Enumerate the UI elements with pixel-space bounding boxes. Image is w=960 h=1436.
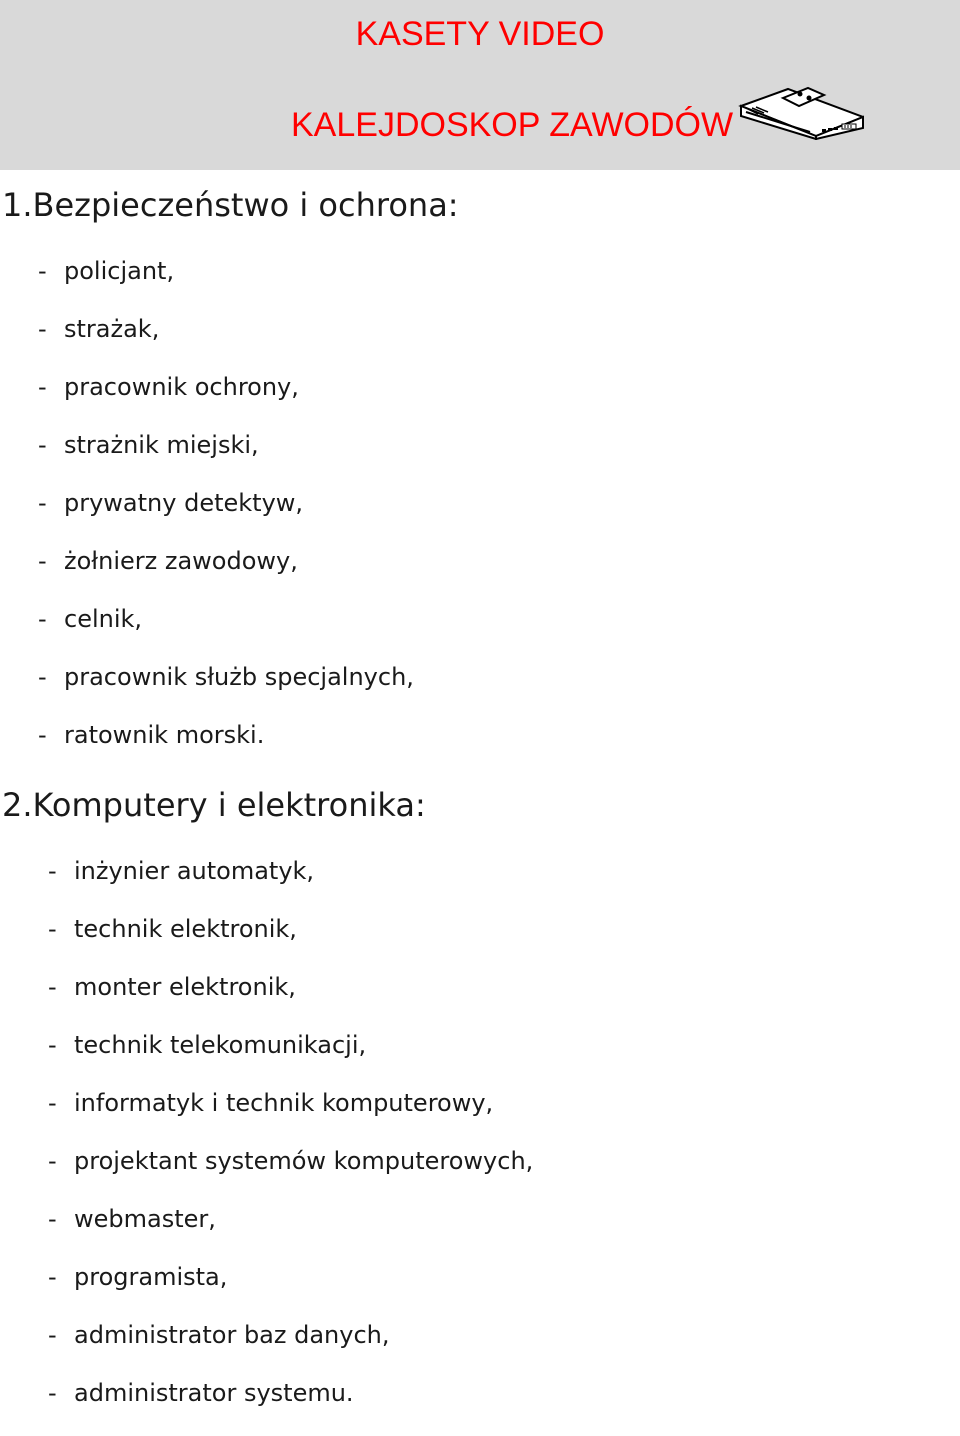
list-item: [38, 662, 414, 720]
list-item: [38, 430, 414, 488]
list-item: [38, 604, 414, 662]
list-item: [48, 1378, 533, 1436]
list-item-text: administrator systemu.: [74, 1379, 354, 1407]
list-item-text: webmaster,: [74, 1205, 216, 1233]
bullet-dash: -: [38, 431, 47, 459]
vcr-icon: [738, 84, 864, 140]
bullet-dash: -: [48, 1379, 57, 1407]
list-item-text: projektant systemów komputerowych,: [74, 1147, 534, 1175]
list-item: [48, 1204, 533, 1262]
bullet-dash: -: [48, 857, 57, 885]
list-item: [38, 372, 414, 430]
list-item-text: technik telekomunikacji,: [74, 1031, 367, 1059]
page-subtitle: KALEJDOSKOP ZAWODÓW: [291, 106, 734, 144]
list-item-text: technik elektronik,: [74, 915, 297, 943]
list-item: [48, 1320, 533, 1378]
list-item: [48, 1030, 533, 1088]
page-header: [0, 0, 960, 170]
bullet-dash: -: [38, 315, 47, 343]
bullet-dash: -: [48, 1031, 57, 1059]
list-item: [48, 1262, 533, 1320]
profession-list-security: [38, 256, 414, 778]
bullet-dash: -: [38, 605, 47, 633]
list-item: [48, 856, 533, 914]
list-item-text: policjant,: [64, 257, 175, 285]
list-item-text: strażnik miejski,: [64, 431, 259, 459]
list-item: [48, 914, 533, 972]
list-item: [38, 314, 414, 372]
profession-list-computers: [48, 856, 533, 1436]
list-item-text: informatyk i technik komputerowy,: [74, 1089, 494, 1117]
bullet-dash: -: [38, 547, 47, 575]
list-item: [48, 1146, 533, 1204]
section-heading-security: 1.Bezpieczeństwo i ochrona:: [2, 186, 459, 224]
bullet-dash: -: [38, 663, 47, 691]
list-item-text: monter elektronik,: [74, 973, 296, 1001]
list-item: [38, 488, 414, 546]
list-item: [38, 546, 414, 604]
bullet-dash: -: [48, 1263, 57, 1291]
bullet-dash: -: [48, 915, 57, 943]
list-item-text: ratownik morski.: [64, 721, 265, 749]
list-item: [38, 256, 414, 314]
list-item-text: administrator baz danych,: [74, 1321, 390, 1349]
list-item-text: strażak,: [64, 315, 160, 343]
list-item-text: celnik,: [64, 605, 143, 633]
list-item-text: pracownik ochrony,: [64, 373, 299, 401]
list-item-text: pracownik służb specjalnych,: [64, 663, 414, 691]
bullet-dash: -: [48, 1321, 57, 1349]
list-item: [38, 720, 414, 778]
bullet-dash: -: [48, 1089, 57, 1117]
list-item-text: żołnierz zawodowy,: [64, 547, 298, 575]
bullet-dash: -: [48, 1205, 57, 1233]
list-item: [48, 972, 533, 1030]
list-item: [48, 1088, 533, 1146]
bullet-dash: -: [38, 373, 47, 401]
page-title: KASETY VIDEO: [355, 15, 605, 53]
bullet-dash: -: [48, 1147, 57, 1175]
bullet-dash: -: [38, 489, 47, 517]
list-item-text: inżynier automatyk,: [74, 857, 315, 885]
bullet-dash: -: [48, 973, 57, 1001]
list-item-text: prywatny detektyw,: [64, 489, 304, 517]
section-heading-computers: 2.Komputery i elektronika:: [2, 786, 426, 824]
bullet-dash: -: [38, 257, 47, 285]
bullet-dash: -: [38, 721, 47, 749]
list-item-text: programista,: [74, 1263, 228, 1291]
